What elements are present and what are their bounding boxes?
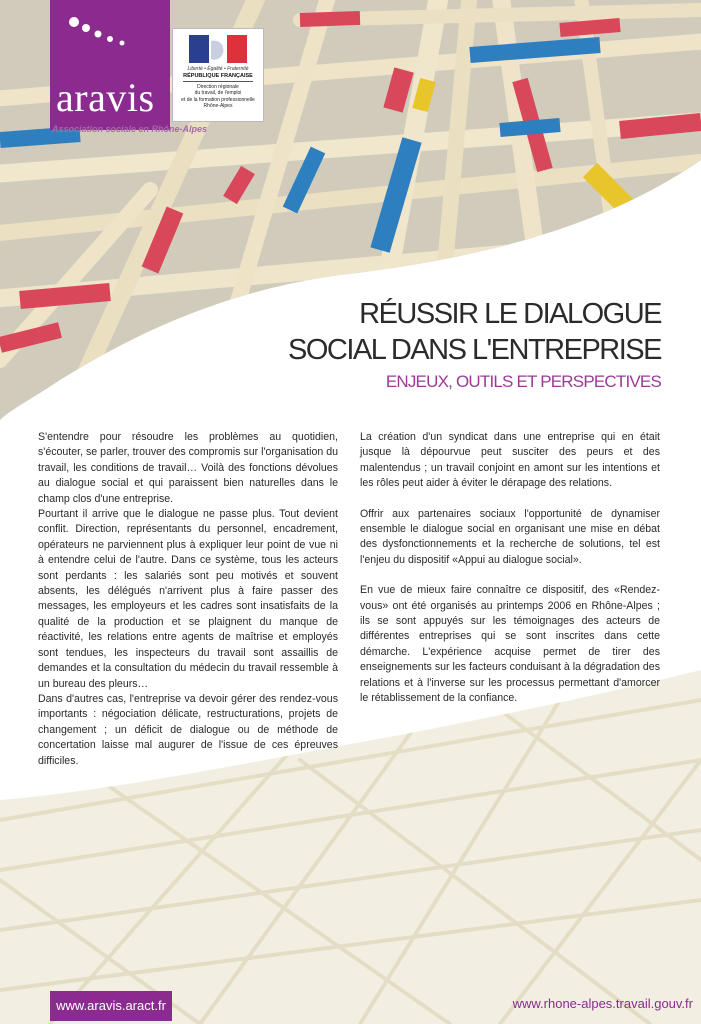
rhone-alpes-website-link[interactable]: www.rhone-alpes.travail.gouv.fr (512, 996, 693, 1011)
right-column (360, 430, 660, 707)
dots-icon (68, 14, 158, 54)
aravis-logo (50, 0, 170, 130)
paragraph: S'entendre pour résoudre les problèmes au quotidien, s'écouter, se parler, trouver des compromis sur l'organisation du travail, les conditions de travail… Voilà des fonctions dévolues au dialogue social et qui paraissent bien naturelles dans le champ clos d'une entreprise. (38, 431, 338, 505)
left-column (38, 430, 338, 769)
aravis-wordmark: aravis (56, 75, 155, 120)
paragraph: Pourtant il arrive que le dialogue ne passe plus. Tout devient conflit. Direction, représentants du personnel, encadrement, opérateurs ne parviennent plus à expliquer leur point de vue ni à entendre celui de l'autre. Dans ce système, tous les acteurs sont perdants : les salariés sont peu motivés et souvent absents, les délégués n'arrivent plus à faire passer des messages, les employeurs et les cadres sont insatisfaits de la qualité de la production et se plaignent du manque de réactivité, les relations entre agents de maîtrise et employés sont tendues, les inspecteurs du travail sont assaillis de demandes et la consultation du médecin du travail ressemble à un bureau des pleurs… (38, 508, 338, 690)
aravis-tagline: Association sociale en Rhône-Alpes (52, 124, 208, 134)
page-subtitle: ENJEUX, OUTILS ET PERSPECTIVES (385, 372, 661, 391)
paragraph: En vue de mieux faire connaître ce dispositif, des «Rendez-vous» ont été organisés au printemps 2006 en Rhône-Alpes ; ils se sont appuyés sur les témoignages des acteurs de différentes entreprises qui se sont inscrites dans cette démarche. L'expérience acquise permet de tirer des enseignements sur les facteurs conduisant à la dégradation des relations et à l'inverse sur les processus permettant d'amorcer le rétablissement de la confiance. (360, 584, 660, 705)
government-logo (172, 28, 264, 122)
aravis-website-link[interactable]: www.aravis.aract.fr (50, 991, 172, 1021)
marianne-flag-icon (189, 35, 247, 63)
paragraph: La création d'un syndicat dans une entreprise qui en était jusque là dépourvue peut susciter des peurs et des malentendus ; un travail conjoint en amont sur les intentions et les rôles peut aider à éviter le dérapage des relations. (360, 431, 660, 490)
divider (183, 81, 253, 82)
direction-name: Direction régionale du travail, de l'emploi et de la formation professionnelle Rhône-Alpes (181, 84, 255, 109)
paragraph: Dans d'autres cas, l'entreprise va devoir gérer des rendez-vous importants : négociation délicate, restructurations, projets de changement ; un déficit de dialogue ou de méthode de concertation laisse mal augurer de l'issue de ces épreuves difficiles. (38, 692, 338, 767)
page-title: RÉUSSIR LE DIALOGUE SOCIAL DANS L'ENTREPRISE (288, 298, 661, 366)
republic-motto: Liberté • Égalité • Fraternité (187, 66, 249, 72)
republic-name: RÉPUBLIQUE FRANÇAISE (183, 73, 253, 79)
paragraph: Offrir aux partenaires sociaux l'opportunité de dynamiser ensemble le dialogue social en organisant une mise en débat des dysfonctionnements et la recherche de solutions, tel est l'enjeu du dispositif «Appui au dialogue social». (360, 507, 660, 566)
